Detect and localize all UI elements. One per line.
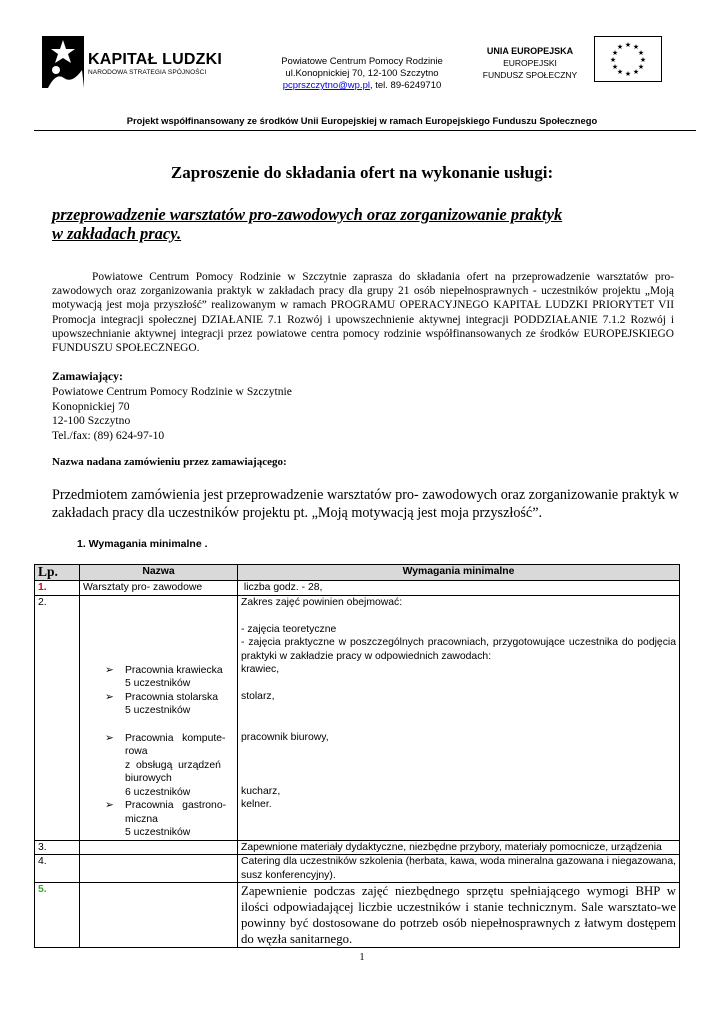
table-header-row — [35, 565, 680, 581]
workshop-count: 5 uczestników — [125, 705, 191, 716]
workshop-label-cont: miczna — [125, 813, 158, 825]
header-name: Nazwa — [80, 565, 238, 581]
row2-name — [80, 595, 238, 840]
row4-lp: 4. — [35, 855, 80, 883]
section-heading-requirements: 1. Wymagania minimalne . — [77, 538, 208, 550]
workshop-label: Pracownia krawiecka — [125, 664, 223, 676]
row2-job-krawiec: krawiec, — [241, 664, 280, 675]
row2-job-stolarz: stolarz, — [241, 691, 275, 702]
pcpr-name: Powiatowe Centrum Pomocy Rodzinie — [281, 56, 443, 67]
table-row — [35, 595, 680, 840]
row2-job-kelner: kelner. — [241, 799, 272, 810]
row4-name — [80, 855, 238, 883]
svg-text:★: ★ — [624, 70, 632, 78]
svg-text:★: ★ — [611, 63, 619, 71]
workshop-label-cont: z obsługą urządzeń — [125, 759, 221, 771]
arrow-bullet-icon: ➢ — [105, 691, 114, 703]
workshop-label: Pracownia gastrono- — [125, 800, 227, 811]
pcpr-contact-line — [262, 80, 462, 92]
kapital-ludzki-logo-icon — [38, 34, 88, 90]
workshop-count: 5 uczestników — [125, 827, 191, 838]
document-title: Zaproszenie do składania ofert na wykonanie usługi: — [170, 163, 554, 182]
svg-text:★: ★ — [637, 49, 645, 57]
eu-flag-icon — [594, 36, 662, 82]
intro-paragraph: Powiatowe Centrum Pomocy Rodzinie w Szczytnie zaprasza do składania ofert na przeprowadzenie warsztatów pro-zawodowych oraz zorganizowania praktyk w zakładach pracy dla grupy 21 osób niepełnosprawnych - uczestników projektu „Moją motywacją jest moja przyszłość” realizowanym w ramach PROGRAMU OPERACYJNEGO KAPITAŁ LUDZKI PRIORYTET VII Promocja integracji społecznej DZIAŁANIE 7.1 Rozwój i upowszechnienie aktywnej integracji PODDZIAŁANIE 7.1.2 Rozwój i upowszechnianie aktywnej integracji przez powiatowe centra pomocy rodzinie współfinansowanych ze środków EUROPEJSKIEGO FUNDUSZU SPOŁECZNEGO. — [52, 271, 674, 355]
eu-text-block — [470, 45, 590, 81]
row5-lp: 5. — [35, 883, 80, 948]
row1-lp: 1. — [35, 581, 80, 596]
arrow-bullet-icon: ➢ — [105, 732, 114, 744]
table-row — [35, 855, 680, 883]
arrow-bullet-icon: ➢ — [105, 800, 114, 811]
svg-text:★: ★ — [624, 41, 632, 49]
document-subject-line1: przeprowadzenie warsztatów pro-zawodowych oraz zorganizowanie praktyk — [52, 205, 563, 224]
table-row — [35, 581, 680, 596]
workshop-count: 6 uczestników — [125, 786, 191, 798]
kapital-ludzki-subtitle: NARODOWA STRATEGIA SPÓJNOŚCI — [88, 69, 207, 76]
row5-req: Zapewnienie podczas zajęć niezbędnego sprzętu spełniającego wymogi BHP w ilości odpowiadającej liczbie uczestników i stanie technicznym. Sale warsztato-we powinny być dostosowane do potrzeb osób niepełnosprawnych z łatwym dostępem do węzła sanitarnego. — [238, 883, 680, 948]
table-row — [35, 883, 680, 948]
svg-text:★: ★ — [611, 49, 619, 57]
row4-req: Catering dla uczestników szkolenia (herbata, kawa, woda mineralna gazowana i niegazowana, susz konferencyjny). — [238, 855, 680, 883]
svg-text:★: ★ — [616, 43, 624, 51]
ordering-party-label: Zamawiający: — [52, 370, 123, 383]
list-item — [83, 664, 234, 691]
row2-req-intro: Zakres zajęć powinien obejmować: — [241, 596, 403, 608]
kapital-ludzki-title: KAPITAŁ LUDZKI — [88, 51, 223, 68]
page-header — [0, 0, 724, 135]
workshop-label-cont: biurowych — [125, 773, 172, 784]
row2-req-b2: - zajęcia praktyczne w poszczególnych pracowniach, przygotowujące uczestnika do podjęcia praktyki w zakładzie pracy w odpowiednich zawodach: — [241, 637, 676, 662]
order-name-label: Nazwa nadana zamówieniu przez zamawiającego: — [52, 456, 287, 468]
header-lp: Lp. — [35, 565, 80, 581]
row2-job-biurowy: pracownik biurowy, — [241, 731, 329, 743]
eu-line2: EUROPEJSKI — [503, 58, 557, 68]
list-item — [83, 732, 234, 800]
row1-req: liczba godz. - 28, — [238, 581, 680, 596]
ordering-party-phone: Tel./fax: (89) 624-97-10 — [52, 429, 165, 443]
document-subject-line2: w zakładach pracy. — [52, 224, 182, 243]
row2-req — [238, 595, 680, 840]
header-divider — [34, 130, 696, 131]
arrow-bullet-icon: ➢ — [105, 664, 114, 676]
workshop-label-cont: rowa — [125, 746, 148, 757]
row3-name — [80, 840, 238, 855]
svg-text:★: ★ — [639, 56, 647, 64]
eu-line3: FUNDUSZ SPOŁECZNY — [482, 70, 578, 80]
subject-paragraph: Przedmiotem zamówienia jest przeprowadzenie warsztatów pro- zawodowych oraz zorganizowanie praktyk w zakładach pracy dla uczestników projektu pt. „Moją motywacją jest moja przyszłość”. — [52, 487, 679, 521]
svg-text:★: ★ — [632, 43, 640, 51]
row2-lp: 2. — [35, 595, 80, 840]
list-item — [83, 691, 234, 718]
ordering-party-name: Powiatowe Centrum Pomocy Rodzinie w Szczytnie — [52, 384, 292, 398]
row3-req: Zapewnione materiały dydaktyczne, niezbędne przybory, materiały pomocnicze, urządzenia — [238, 840, 680, 855]
svg-text:★: ★ — [637, 63, 645, 71]
requirements-table — [34, 564, 680, 948]
project-cofinancing-note: Projekt współfinansowany ze środków Unii Europejskiej w ramach Europejskiego Funduszu Społecznego — [126, 115, 598, 126]
header-requirements: Wymagania minimalne — [238, 565, 680, 581]
svg-text:★: ★ — [632, 68, 640, 76]
row2-job-kucharz: kucharz, — [241, 785, 281, 797]
row5-name — [80, 883, 238, 948]
pcpr-address: ul.Konopnickiej 70, 12-100 Szczytno — [285, 68, 439, 79]
row1-name: Warsztaty pro- zawodowe — [80, 581, 238, 596]
ordering-party-street: Konopnickiej 70 — [52, 399, 130, 413]
workshop-count: 5 uczestników — [125, 678, 191, 689]
table-row — [35, 840, 680, 855]
eu-line1: UNIA EUROPEJSKA — [486, 46, 574, 56]
row3-lp: 3. — [35, 840, 80, 855]
row2-req-b1: - zajęcia teoretyczne — [241, 623, 337, 635]
workshop-label: Pracownia kompute- — [125, 732, 226, 744]
ordering-party-city: 12-100 Szczytno — [52, 414, 131, 428]
page-number: 1 — [359, 952, 365, 963]
pcpr-email-link[interactable]: pcprszczytno@wp.pl — [282, 80, 370, 91]
ordering-party-block — [52, 370, 292, 444]
list-item — [83, 799, 234, 840]
workshop-label: Pracownia stolarska — [125, 691, 218, 703]
svg-text:★: ★ — [616, 68, 624, 76]
svg-text:★: ★ — [609, 56, 617, 64]
pcpr-phone: , tel. 89-6249710 — [369, 80, 442, 91]
pcpr-contact-block — [262, 56, 462, 92]
